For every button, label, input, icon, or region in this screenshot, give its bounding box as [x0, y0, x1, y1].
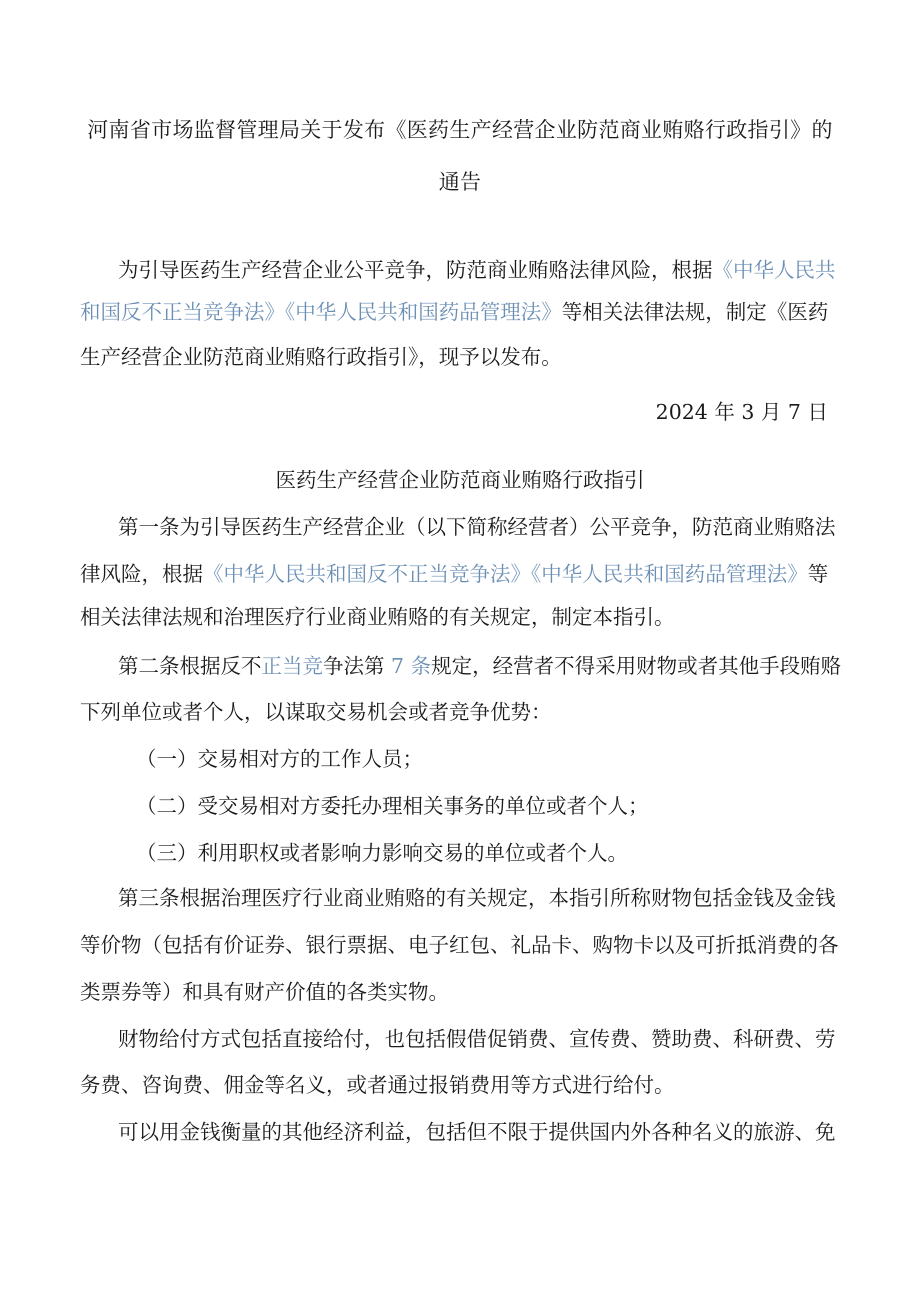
article-2-text: 规定，经营者不得采用财物或者其他手段贿赂: [431, 654, 842, 678]
law-link-drug-administration[interactable]: 《中华人民共和国药品管理法》: [285, 300, 562, 324]
article-2-line-2: 下列单位或者个人，以谋取交易机会或者竞争优势：: [80, 700, 552, 724]
article-3-line-2: 等价物（包括有价证券、银行票据、电子红包、礼品卡、购物卡以及可折抵消费的各: [80, 933, 839, 957]
list-item: （一）交易相对方的工作人员；: [136, 747, 423, 771]
article-2-text: 争法第: [323, 654, 385, 678]
intro-line-1: [118, 256, 836, 284]
article-2-line-1: [118, 652, 841, 680]
notice-title-line-1: 河南省市场监督管理局关于发布《医药生产经营企业防范商业贿赂行政指引》的: [87, 118, 833, 142]
guide-title: 医药生产经营企业防范商业贿赂行政指引: [275, 468, 645, 492]
law-link-drug-administration[interactable]: 《中华人民共和国药品管理法》: [531, 562, 808, 586]
list-item: （三）利用职权或者影响力影响交易的单位或者个人。: [136, 841, 628, 865]
law-link-anti-unfair-competition[interactable]: 《中华人民共和国反不正当竞争法》: [203, 562, 531, 586]
article-1-line-1: 第一条为引导医药生产经营企业（以下简称经营者）公平竞争，防范商业贿赂法: [118, 515, 836, 539]
other-benefits-para-line-1: 可以用金钱衡量的其他经济利益，包括但不限于提供国内外各种名义的旅游、免: [118, 1120, 836, 1144]
article-2-text: 第二条根据反不: [118, 654, 262, 678]
notice-title-line-2: 通告: [438, 170, 482, 194]
payment-para-line-2: 务费、咨询费、佣金等名义，或者通过报销费用等方式进行给付。: [80, 1073, 675, 1097]
article-1-text: 律风险，根据: [80, 562, 203, 586]
article-7-link[interactable]: 7 条: [384, 654, 432, 678]
article-1-text: 等: [807, 562, 829, 586]
intro-text: 等相关法律法规，制定《医药: [561, 300, 829, 324]
law-link-anti-unfair-competition-cont[interactable]: 和国反不正当竞争法》: [80, 300, 285, 324]
intro-text: 为引导医药生产经营企业公平竞争，防范商业贿赂法律风险，根据: [118, 258, 713, 282]
article-1-line-2: [80, 560, 828, 588]
intro-line-2: [80, 298, 828, 326]
list-item: （二）受交易相对方委托办理相关事务的单位或者个人；: [136, 794, 649, 818]
term-link-unfair-competition[interactable]: 正当竞: [261, 654, 323, 678]
law-link-anti-unfair-competition[interactable]: 《中华人民共: [712, 258, 836, 282]
issue-date: 2024 年 3 月 7 日: [655, 400, 828, 424]
article-1-line-3: 相关法律法规和治理医疗行业商业贿赂的有关规定，制定本指引。: [80, 605, 675, 629]
article-3-line-3: 类票券等）和具有财产价值的各类实物。: [80, 980, 449, 1004]
payment-para-line-1: 财物给付方式包括直接给付，也包括假借促销费、宣传费、赞助费、科研费、劳: [118, 1027, 836, 1051]
article-3-line-1: 第三条根据治理医疗行业商业贿赂的有关规定，本指引所称财物包括金钱及金钱: [118, 886, 836, 910]
intro-line-3: 生产经营企业防范商业贿赂行政指引》，现予以发布。: [80, 345, 562, 369]
